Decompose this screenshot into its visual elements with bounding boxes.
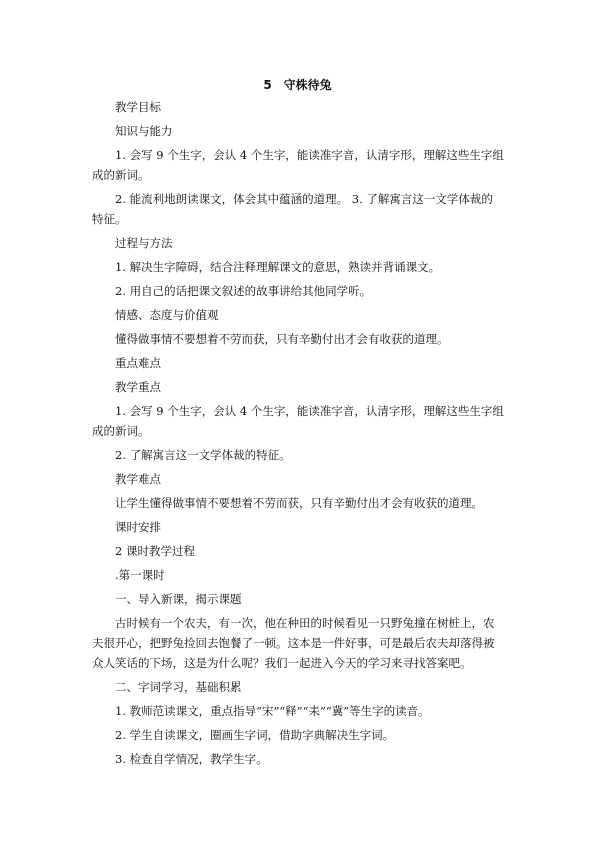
paragraph-emotion-1: 懂得做事情不要想着不劳而获，只有辛勤付出才会有收获的道理。 — [115, 332, 449, 346]
paragraph-first-lesson: .第一课时 — [115, 568, 165, 582]
paragraph-difficulty-1: 让学生懂得做事情不要想着不劳而获，只有辛勤付出才会有收获的道理。 — [115, 496, 483, 510]
paragraph-vocab-3: 3. 检查自学情况，教学生字。 — [115, 752, 268, 766]
paragraph-key-2: 2. 了解寓言这一文学体裁的特征。 — [115, 448, 291, 462]
paragraph-knowledge-ability: 知识与能力 — [115, 124, 173, 138]
paragraph-key-points: 教学重点 — [115, 380, 161, 394]
paragraph-goal-2: 2. 能流利地朗读课文，体会其中蕴涵的道理。 3. 了解寓言这一文学体裁的特征。 — [92, 192, 493, 226]
paragraph-intro-story: 古时候有一个农夫，有一次，他在种田的时候看见一只野兔撞在树桩上，农夫很开心，把野兔捡回去饱餐了一顿。这本是一件好事，可是最后农夫却落得被众人笑话的下场，这是为什么呢？我们一起进入今天的学习来寻找答案吧。 — [92, 616, 495, 670]
lesson-body — [92, 97, 504, 773]
paragraph-key-difficult: 重点难点 — [115, 356, 161, 370]
paragraph-vocab-2: 2. 学生自读课文，圈画生字词，借助字典解决生字词。 — [115, 728, 395, 742]
lesson-title: 5 守株待兔 — [263, 78, 332, 92]
paragraph-emotion-values: 情感、态度与价值观 — [115, 308, 219, 322]
paragraph-difficulty: 教学难点 — [115, 472, 161, 486]
paragraph-intro-heading: 一、导入新课，揭示课题 — [115, 592, 242, 606]
paragraph-teaching-goals: 教学目标 — [115, 100, 161, 114]
paragraph-process-1: 1. 解决生字障碍，结合注释理解课文的意思，熟读并背诵课文。 — [115, 260, 441, 274]
paragraph-vocab-1: 1. 教师范读课文，重点指导“宋”“释”“耒”“冀”等生字的读音。 — [115, 704, 430, 718]
paragraph-vocab-heading: 二、字词学习，基础积累 — [115, 680, 242, 694]
paragraph-process-method: 过程与方法 — [115, 236, 173, 250]
paragraph-process-2: 2. 用自己的话把课文叙述的故事讲给其他同学听。 — [115, 284, 372, 298]
paragraph-goal-1: 1. 会写 9 个生字，会认 4 个生字，能读准字音，认清字形，理解这些生字组成的新词。 — [92, 148, 504, 182]
paragraph-key-1: 1. 会写 9 个生字，会认 4 个生字，能读准字音，认清字形，理解这些生字组成的新词。 — [92, 404, 504, 438]
paragraph-schedule-detail: 2 课时教学过程 — [115, 544, 195, 558]
paragraph-schedule: 课时安排 — [115, 520, 161, 534]
